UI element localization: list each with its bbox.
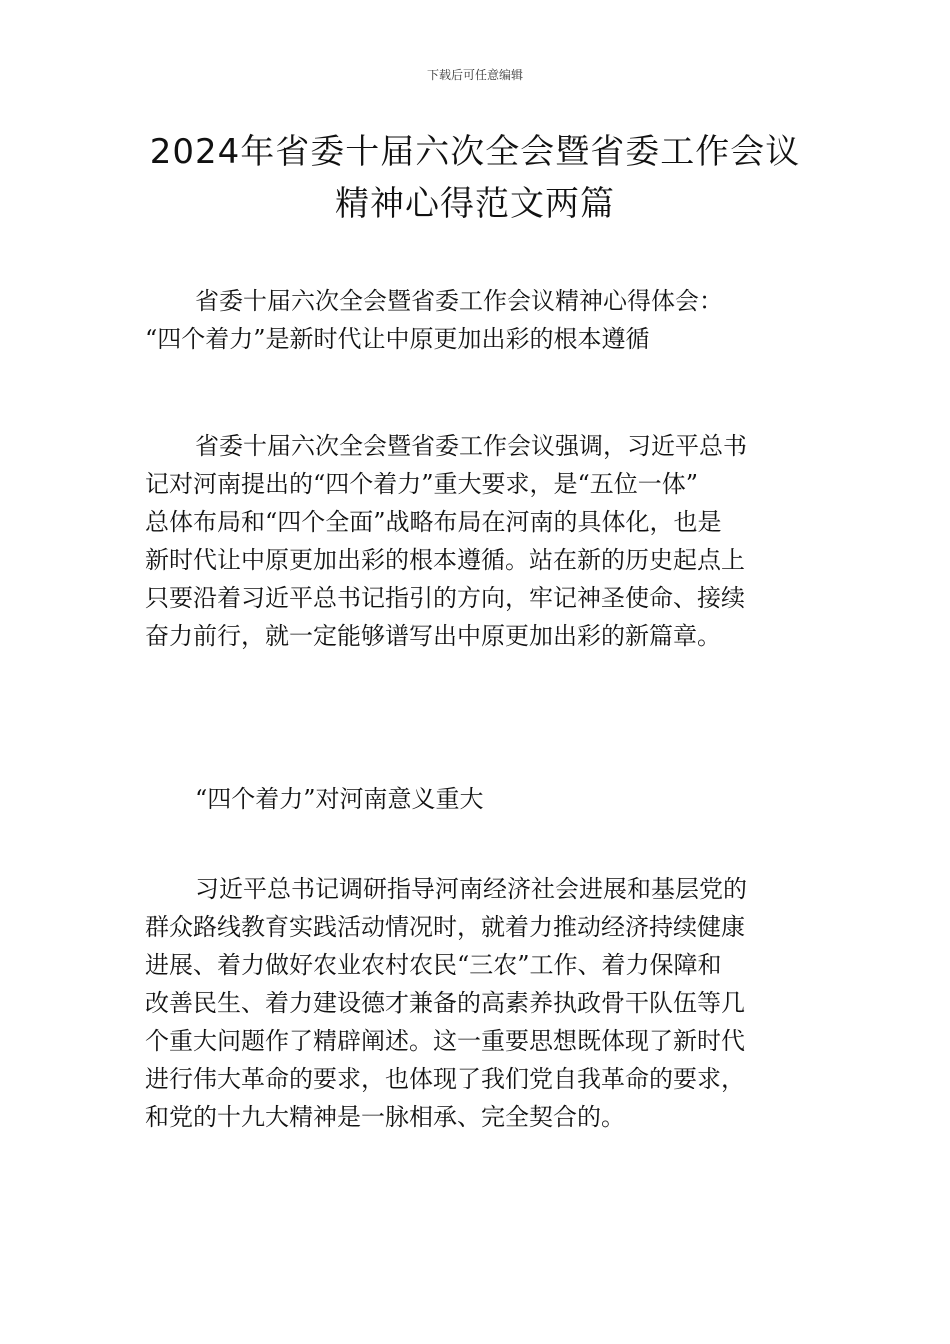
paragraph-line: 进行伟大革命的要求，也体现了我们党自我革命的要求， <box>145 1065 745 1093</box>
paragraph-1 <box>145 427 807 655</box>
paragraph-2 <box>145 870 807 1136</box>
paragraph-1-block <box>145 427 807 655</box>
paragraph-2-block <box>145 870 807 1136</box>
subtitle-block <box>145 282 807 358</box>
section-heading <box>145 780 807 818</box>
paragraph-line: 群众路线教育实践活动情况时，就着力推动经济持续健康 <box>145 913 745 941</box>
paragraph-line: 省委十届六次全会暨省委工作会议强调，习近平总书 <box>195 432 747 460</box>
paragraph-line: 记对河南提出的“四个着力”重大要求，是“五位一体” <box>145 470 699 498</box>
subtitle-line: 省委十届六次全会暨省委工作会议精神心得体会： <box>195 287 723 315</box>
section-heading-text: “四个着力”对河南意义重大 <box>195 785 484 813</box>
subtitle-line: “四个着力”是新时代让中原更加出彩的根本遵循 <box>145 325 650 353</box>
paragraph-line: 改善民生、着力建设德才兼备的高素养执政骨干队伍等几 <box>145 989 745 1017</box>
paragraph-line: 习近平总书记调研指导河南经济社会进展和基层党的 <box>195 875 747 903</box>
page-title <box>100 126 850 230</box>
paragraph-line: 奋力前行，就一定能够谱写出中原更加出彩的新篇章。 <box>145 622 721 650</box>
subtitle <box>145 282 807 358</box>
paragraph-line: 和党的十九大精神是一脉相承、完全契合的。 <box>145 1103 625 1131</box>
paragraph-line: 新时代让中原更加出彩的根本遵循。站在新的历史起点上 <box>145 546 745 574</box>
title-line-1: 2024年省委十届六次全会暨省委工作会议 <box>149 132 801 172</box>
paragraph-line: 个重大问题作了精辟阐述。这一重要思想既体现了新时代 <box>145 1027 745 1055</box>
paragraph-line: 只要沿着习近平总书记指引的方向，牢记神圣使命、接续 <box>145 584 745 612</box>
section-heading-block <box>145 780 807 818</box>
paragraph-line: 总体布局和“四个全面”战略布局在河南的具体化，也是 <box>145 508 722 536</box>
paragraph-line: 进展、着力做好农业农村农民“三农”工作、着力保障和 <box>145 951 722 979</box>
header-note: 下载后可任意编辑 <box>426 68 523 82</box>
title-line-2: 精神心得范文两篇 <box>335 184 615 224</box>
